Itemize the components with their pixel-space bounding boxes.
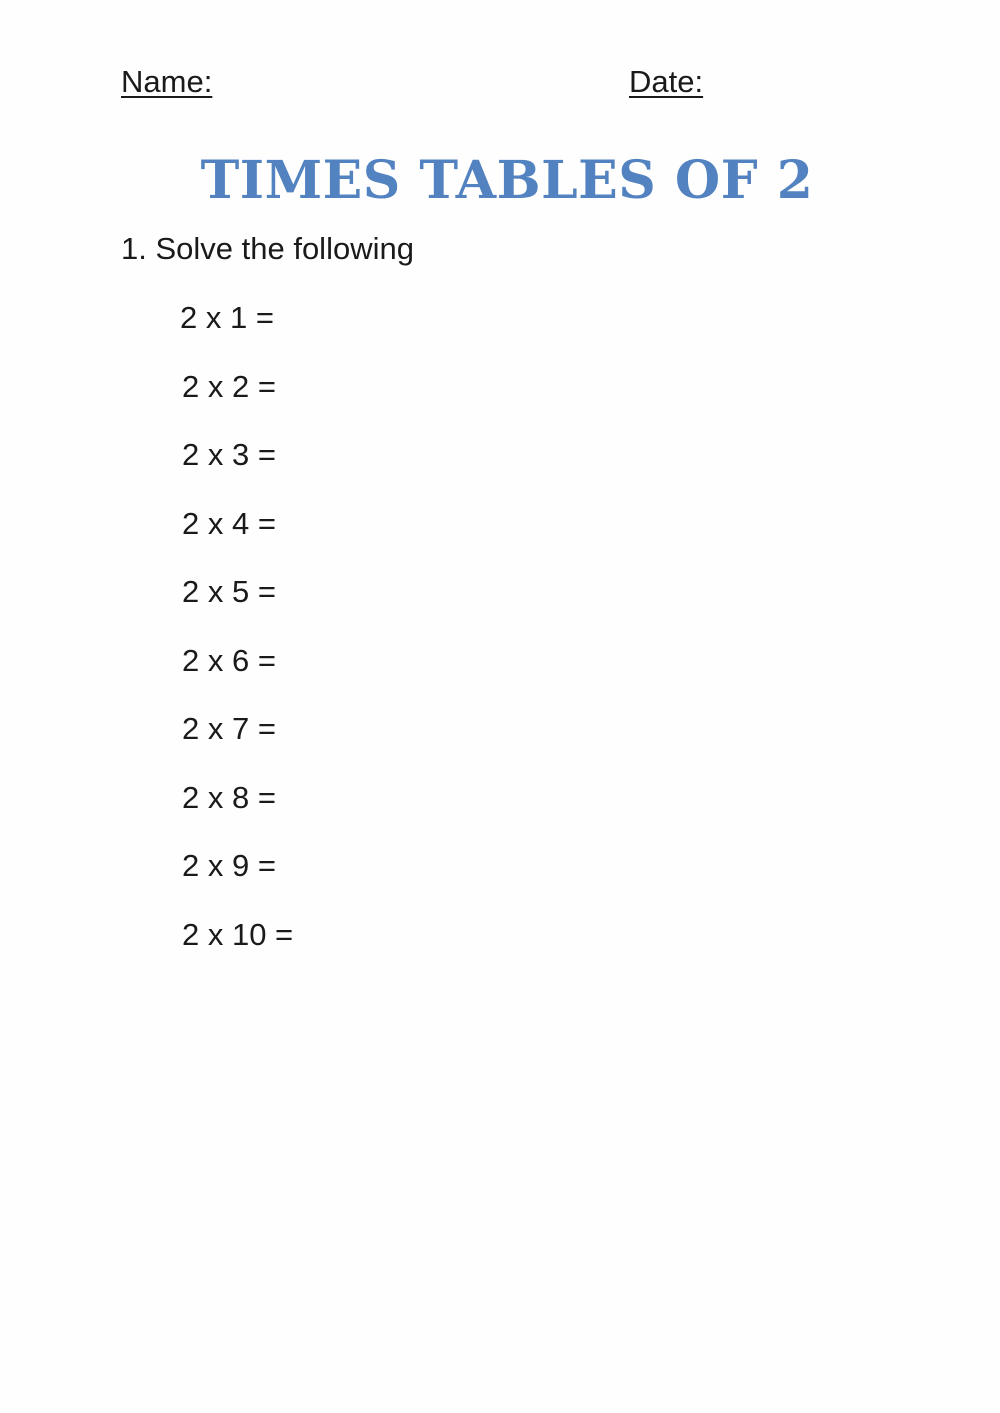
date-label: Date: [629,64,704,99]
problem-item: 2 x 3 = [182,437,276,472]
problem-item: 2 x 9 = [182,848,276,883]
page-title: TIMES TABLES OF 2 [200,150,814,211]
problem-item: 2 x 7 = [182,711,276,746]
problem-item: 2 x 10 = [182,916,294,952]
problem-item: 2 x 6 = [182,642,276,678]
problem-item: 2 x 8 = [182,779,276,815]
name-label: Name: [121,64,213,99]
problem-item: 2 x 5 = [182,574,276,609]
problem-item: 2 x 1 = [180,300,274,335]
problem-item: 2 x 2 = [182,368,276,404]
instruction-text: 1. Solve the following [121,231,414,266]
problem-item: 2 x 4 = [182,505,276,541]
problem-list [180,298,293,983]
